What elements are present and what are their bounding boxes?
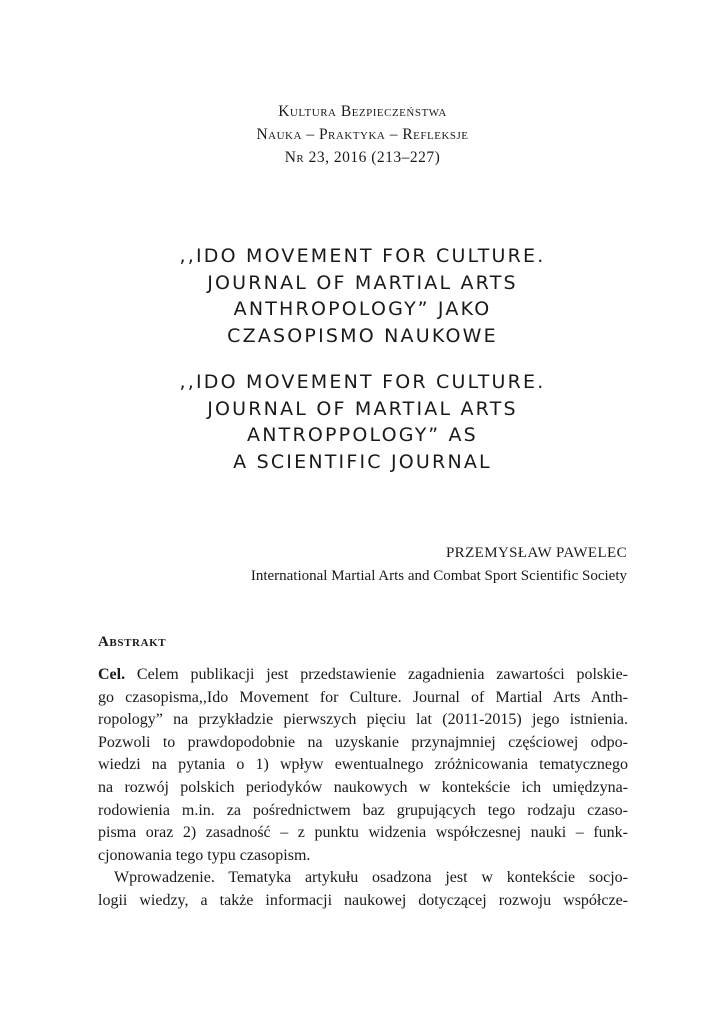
title-line: JOURNAL OF MARTIAL ARTS (207, 271, 518, 294)
author-block (251, 542, 627, 588)
title-line: ,,IDO MOVEMENT FOR CULTURE. (179, 371, 546, 393)
abstract-line: logii wiedzy, a także informacji naukowej dotyczącej rozwoju współcze- (98, 891, 628, 909)
article-title-polish (0, 243, 725, 349)
author-affiliation: International Martial Arts and Combat Sport Scientific Society (250, 568, 627, 584)
title-line: ANTROPPOLOGY” AS (247, 424, 478, 446)
article-title-english (0, 369, 725, 475)
author-name: PRZEMYSŁAW PAWELEC (445, 545, 627, 561)
abstract-line (98, 664, 628, 687)
abstract-line: Pozwoli to prawdopodobnie na uzyskanie przynajmniej częściowej odpo- (98, 733, 628, 751)
journal-name: Kultura Bezpieczeństwa (278, 103, 447, 120)
abstract-line: na rozwój polskich periodyków naukowych w kontekście ich umiędzyna- (98, 778, 628, 796)
abstract-line: cjonowania tego typu czasopism. (98, 846, 311, 864)
abstract-lead: Cel. (98, 666, 126, 683)
journal-subtitle: Nauka – Praktyka – Refleksje (256, 126, 469, 143)
abstract-line: go czasopisma,,Ido Movement for Culture. Journal of Martial Arts Anth- (98, 688, 628, 706)
abstract-line: wiedzi na pytania o 1) wpływ ewentualnego zróżnicowania tematycznego (98, 756, 628, 774)
journal-issue: Nr 23, 2016 (213–227) (284, 149, 441, 166)
abstract-line: rodowienia m.in. za pośrednictwem baz grupujących tego rodzaju czaso- (98, 801, 628, 819)
abstract-line: pisma oraz 2) zasadność – z punktu widzenia współczesnej nauki – funk- (98, 824, 628, 842)
abstract-line: Wprowadzenie. Tematyka artykułu osadzona jest w kontekście socjo- (114, 869, 628, 887)
abstract-body (98, 664, 628, 913)
abstract-text: Celem publikacji jest przedstawienie zagadnienia zawartości polskie- (125, 666, 628, 683)
title-line: ,,IDO MOVEMENT FOR CULTURE. (179, 245, 546, 267)
title-line: CZASOPISMO NAUKOWE (227, 324, 498, 347)
title-line: ANTHROPOLOGY” JAKO (233, 298, 492, 320)
title-line: JOURNAL OF MARTIAL ARTS (207, 397, 518, 420)
journal-header (0, 100, 725, 169)
abstract-heading: Abstrakt (98, 634, 167, 650)
title-line: A SCIENTIFIC JOURNAL (233, 450, 492, 473)
abstract-line: ropology” na przykładzie pierwszych pięciu lat (2011-2015) jego istnienia. (98, 711, 628, 729)
